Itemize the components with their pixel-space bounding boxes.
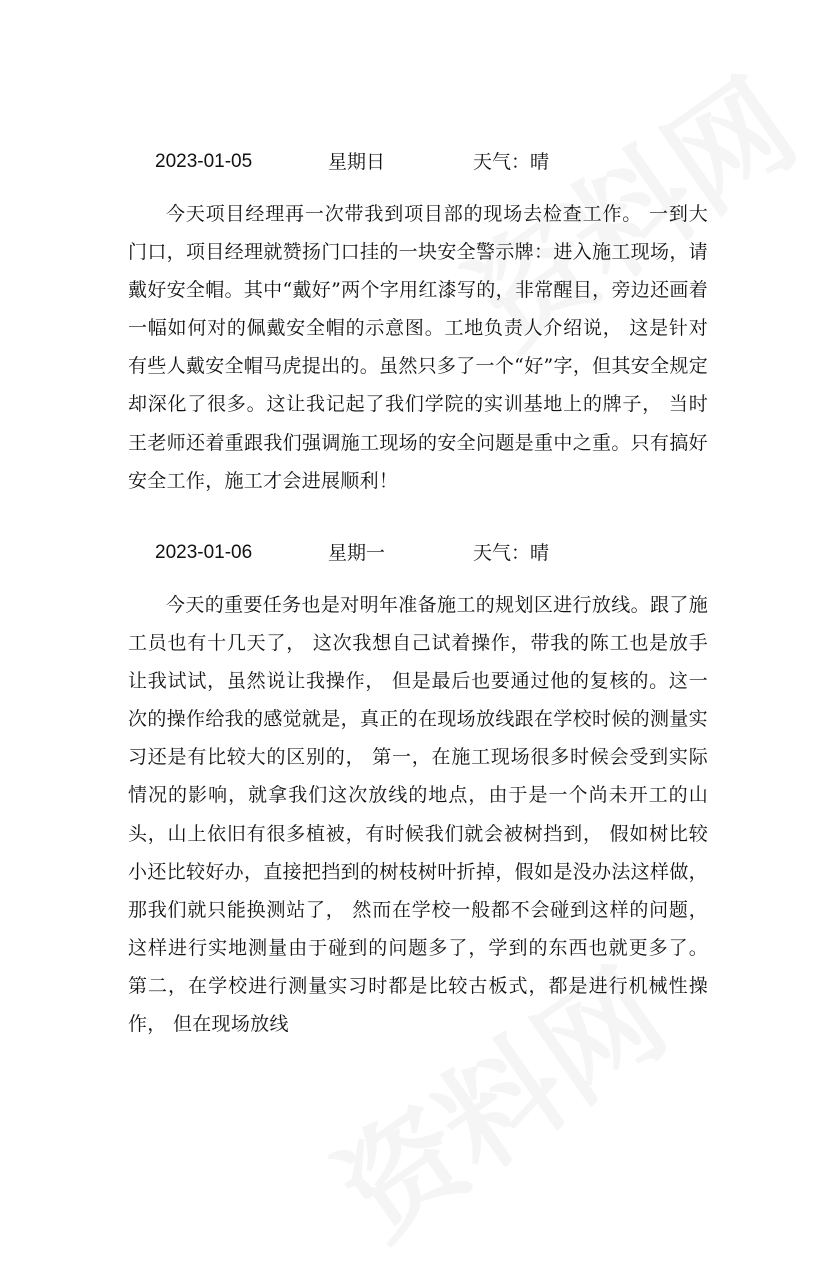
- entry-weather: 天气：晴: [473, 151, 550, 173]
- entry-date: 2023-01-05: [155, 151, 253, 172]
- entry-body: 今天的重要任务也是对明年准备施工的规划区进行放线。跟了施工员也有十几天了， 这次我想自己试着操作，带我的陈工也是放手让我试试，虽然说让我操作， 但是最后也要通过他的复核的。这一次的操作给我的感觉就是，真正的在现场放线跟在学校时候的测量实习还是有比较大的区别的， 第一，在施工现场很多时候会受到实际情况的影响，就拿我们这次放线的地点，由于是一个尚未开工的山头，山上依旧有很多植被，有时候我们就会被树挡到， 假如树比较小还比较好办，直接把挡到的树枝树叶折掉，假如是没办法这样做，那我们就只能换测站了， 然而在学校一般都不会碰到这样的问题， 这样进行实地测量由于碰到的问题多了，学到的东西也就更多了。 第二，在学校进行测量实习时都是比较古板式，都是进行机械性操作， 但在现场放线: [128, 594, 708, 1036]
- entry-weather: 天气：晴: [473, 542, 550, 564]
- entry-body: 今天项目经理再一次带我到项目部的现场去检查工作。 一到大门口，项目经理就赞扬门口挂的一块安全警示牌：进入施工现场，请戴好安全帽。其中“戴好”两个字用红漆写的，非常醒目，旁边还画着一幅如何对的佩戴安全帽的示意图。工地负责人介绍说， 这是针对有些人戴安全帽马虎提出的。虽然只多了一个“好”字，但其安全规定却深化了很多。这让我记起了我们学院的实训基地上的牌子， 当时王老师还着重跟我们强调施工现场的安全问题是重中之重。只有搞好安全工作，施工才会进展顺利！: [128, 203, 708, 492]
- entry-date: 2023-01-06: [155, 542, 253, 563]
- entry-weekday: 星期一: [328, 542, 386, 564]
- entry-weekday: 星期日: [328, 151, 386, 173]
